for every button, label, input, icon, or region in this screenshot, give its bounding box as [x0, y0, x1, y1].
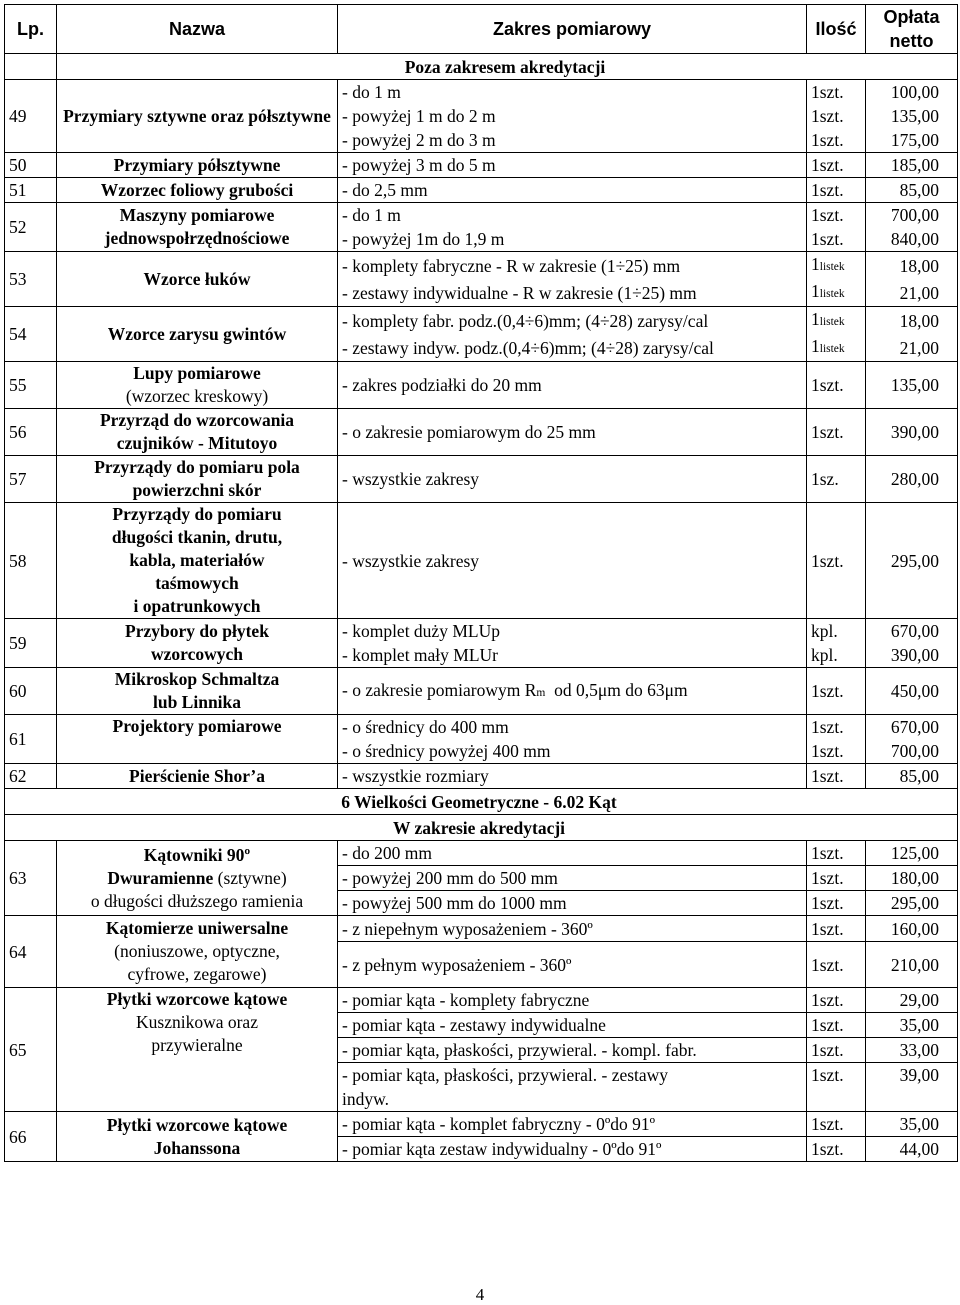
table-row: 55 Lupy pomiarowe (wzorzec kreskowy) - zakres podziałki do 20 mm 1szt. 135,00 — [5, 362, 958, 409]
section-title: W zakresie akredytacji — [5, 815, 958, 841]
table-row: - powyżej 200 mm do 500 mm 1szt. 180,00 — [5, 866, 958, 891]
table-row: 61 Projektory pomiarowe - o średnicy do 400 mm 1szt. 670,00 — [5, 715, 958, 740]
table-row: 66 Płytki wzorcowe kątowe Johanssona - pomiar kąta - komplet fabryczny - 0ºdo 91º 1szt. 35,00 — [5, 1112, 958, 1137]
table-row: - o średnicy powyżej 400 mm 1szt. 700,00 — [5, 739, 958, 764]
table-row: 57 Przyrządy do pomiaru pola powierzchni skór - wszystkie zakresy 1sz. 280,00 — [5, 456, 958, 503]
table-row: - pomiar kąta - zestawy indywidualne 1szt. 35,00 — [5, 1013, 958, 1038]
table-row: - powyżej 2 m do 3 m 1szt. 175,00 — [5, 128, 958, 153]
table-row: 58 Przyrządy do pomiaru długości tkanin, drutu, kabla, materiałów taśmowych i opatrunkowych - wszystkie zakresy 1szt. 295,00 — [5, 503, 958, 619]
page-number: 4 — [475, 1285, 485, 1304]
table-row: - powyżej 1 m do 2 m 1szt. 135,00 — [5, 104, 958, 128]
table-row: - zestawy indyw. podz.(0,4÷6)mm; (4÷28) zarysy/cal 1listek 21,00 — [5, 334, 958, 362]
table-row: - pomiar kąta zestaw indywidualny - 0ºdo 91º 1szt. 44,00 — [5, 1137, 958, 1162]
table-row: - powyżej 1m do 1,9 m 1szt. 840,00 — [5, 227, 958, 252]
table-row: 65 Płytki wzorcowe kątowe Kusznikowa oraz przywieralne - pomiar kąta - komplety fabryczne 1szt. 29,00 — [5, 988, 958, 1013]
table-row: - z pełnym wyposażeniem - 360º 1szt. 210,00 — [5, 942, 958, 988]
col-range-header: Zakres pomiarowy — [338, 5, 807, 54]
header-row — [5, 5, 958, 54]
section-title: Poza zakresem akredytacji — [57, 54, 958, 80]
table-row: 59 Przybory do płytek wzorcowych - komplet duży MLUp kpl. 670,00 — [5, 619, 958, 644]
col-name-header: Nazwa — [57, 5, 338, 54]
table-row: 49 Przymiary sztywne oraz półsztywne - do 1 m 1szt. 100,00 — [5, 80, 958, 105]
table-row: 56 Przyrząd do wzorcowania czujników - Mitutoyo - o zakresie pomiarowym do 25 mm 1szt. 390,00 — [5, 409, 958, 456]
price-table — [4, 4, 958, 1162]
table-row: - pomiar kąta, płaskości, przywieral. - kompl. fabr. 1szt. 33,00 — [5, 1038, 958, 1063]
table-row: - powyżej 500 mm do 1000 mm 1szt. 295,00 — [5, 891, 958, 916]
table-row: 51 Wzorzec foliowy grubości - do 2,5 mm 1szt. 85,00 — [5, 178, 958, 203]
col-lp-header: Lp. — [5, 5, 57, 54]
col-qty-header: Ilość — [807, 5, 866, 54]
table-row: - komplet mały MLUr kpl. 390,00 — [5, 643, 958, 668]
table-row: - pomiar kąta, płaskości, przywieral. - zestawy indyw. 1szt. 39,00 — [5, 1063, 958, 1112]
section-title: 6 Wielkości Geometryczne - 6.02 Kąt — [5, 789, 958, 815]
col-price-header: Opłata netto — [866, 5, 958, 54]
table-row: 54 Wzorce zarysu gwintów - komplety fabr. podz.(0,4÷6)mm; (4÷28) zarysy/cal 1listek 18,00 — [5, 307, 958, 335]
table-row: 64 Kątomierze uniwersalne (noniuszowe, optyczne, cyfrowe, zegarowe) - z niepełnym wyposażeniem - 360º 1szt. 160,00 — [5, 916, 958, 942]
table-row: 53 Wzorce łuków - komplety fabryczne - R w zakresie (1÷25) mm 1listek 18,00 — [5, 252, 958, 280]
table-row: 60 Mikroskop Schmaltza lub Linnika - o zakresie pomiarowym Rm od 0,5μm do 63μm 1szt. 450,00 — [5, 668, 958, 715]
table-row: 62 Pierścienie Shor’a - wszystkie rozmiary 1szt. 85,00 — [5, 764, 958, 789]
table-row: 52 Maszyny pomiarowe jednowspołrzędnościowe - do 1 m 1szt. 700,00 — [5, 203, 958, 228]
table-row: 50 Przymiary półsztywne - powyżej 3 m do 5 m 1szt. 185,00 — [5, 153, 958, 178]
table-row: 63 Kątowniki 90º Dwuramienne (sztywne) o długości dłuższego ramienia - do 200 mm 1szt. 125,00 — [5, 841, 958, 866]
table-row: - zestawy indywidualne - R w zakresie (1÷25) mm 1listek 21,00 — [5, 279, 958, 307]
